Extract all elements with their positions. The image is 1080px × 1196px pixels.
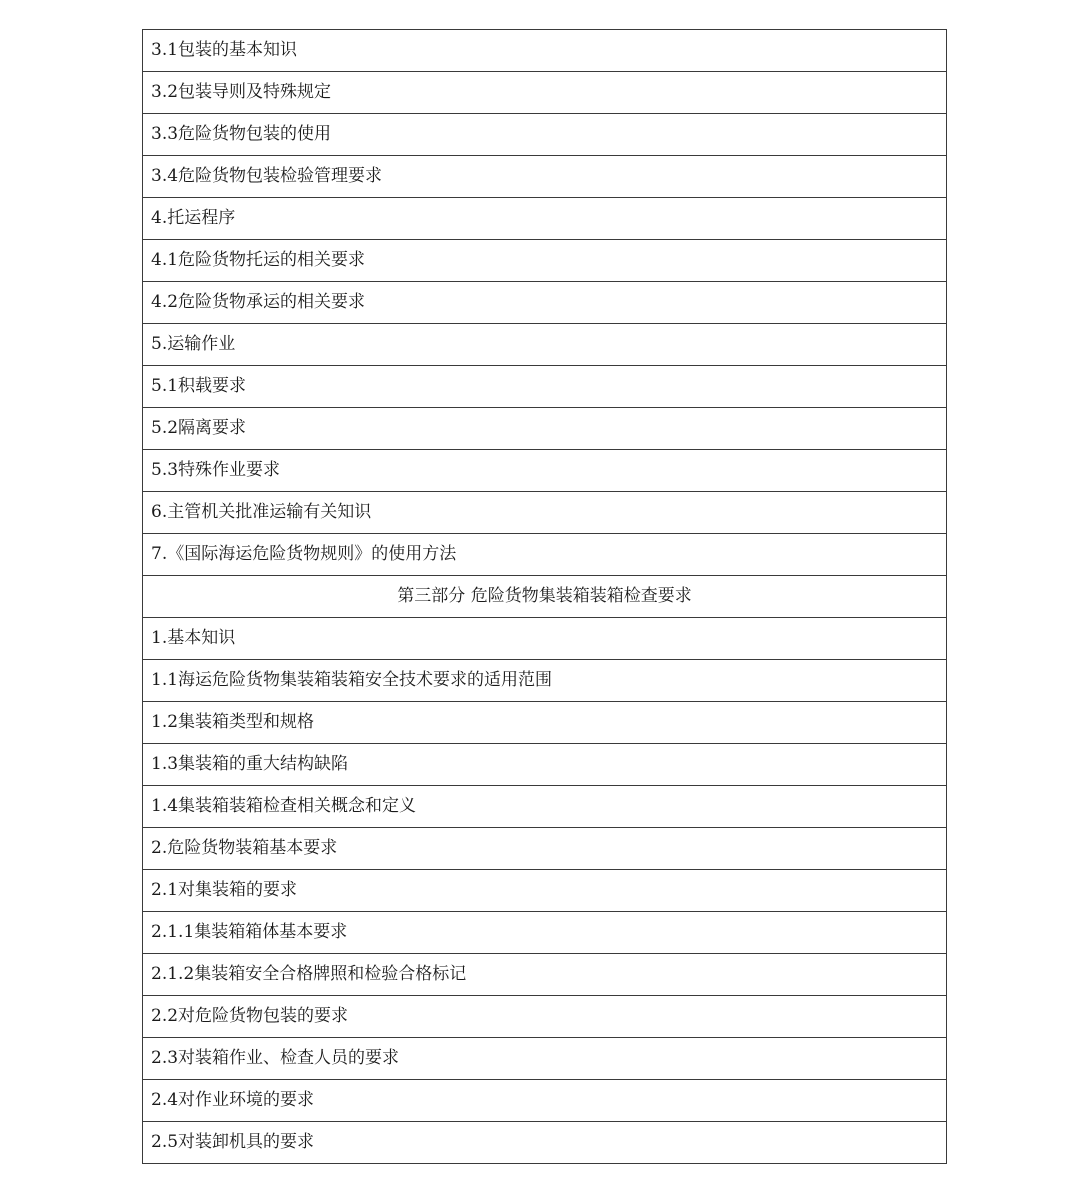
table-row — [143, 114, 947, 156]
table-cell: 7.《国际海运危险货物规则》的使用方法 — [143, 534, 947, 576]
table-row — [143, 870, 947, 912]
table-cell: 5.2隔离要求 — [143, 408, 947, 450]
table-cell: 5.运输作业 — [143, 324, 947, 366]
table-cell: 2.5对装卸机具的要求 — [143, 1122, 947, 1164]
table-cell: 1.1海运危险货物集装箱装箱安全技术要求的适用范围 — [143, 660, 947, 702]
table-cell: 4.2危险货物承运的相关要求 — [143, 282, 947, 324]
table-cell: 3.4危险货物包装检验管理要求 — [143, 156, 947, 198]
table-row — [143, 912, 947, 954]
table-cell: 2.1.1集装箱箱体基本要求 — [143, 912, 947, 954]
table-row — [143, 702, 947, 744]
table-row — [143, 1038, 947, 1080]
table-cell: 3.1包装的基本知识 — [143, 30, 947, 72]
table-row — [143, 534, 947, 576]
table-cell: 5.3特殊作业要求 — [143, 450, 947, 492]
table-row — [143, 282, 947, 324]
table-cell: 2.2对危险货物包装的要求 — [143, 996, 947, 1038]
table-row — [143, 786, 947, 828]
table-row — [143, 828, 947, 870]
table-row — [143, 408, 947, 450]
table-cell: 1.2集装箱类型和规格 — [143, 702, 947, 744]
table-cell: 1.基本知识 — [143, 618, 947, 660]
table-row — [143, 744, 947, 786]
table-row — [143, 954, 947, 996]
table-row — [143, 240, 947, 282]
table-row — [143, 30, 947, 72]
table-row — [143, 660, 947, 702]
table-cell: 3.3危险货物包装的使用 — [143, 114, 947, 156]
table-row — [143, 450, 947, 492]
table-cell: 2.1对集装箱的要求 — [143, 870, 947, 912]
table-row — [143, 324, 947, 366]
table-row — [143, 1080, 947, 1122]
table-cell: 4.1危险货物托运的相关要求 — [143, 240, 947, 282]
table-cell: 1.3集装箱的重大结构缺陷 — [143, 744, 947, 786]
table-cell: 2.4对作业环境的要求 — [143, 1080, 947, 1122]
table-row — [143, 366, 947, 408]
table-cell: 2.危险货物装箱基本要求 — [143, 828, 947, 870]
table-cell: 2.3对装箱作业、检查人员的要求 — [143, 1038, 947, 1080]
table-cell: 5.1积载要求 — [143, 366, 947, 408]
syllabus-table — [142, 29, 947, 1164]
table-cell: 6.主管机关批准运输有关知识 — [143, 492, 947, 534]
table-cell: 2.1.2集装箱安全合格牌照和检验合格标记 — [143, 954, 947, 996]
section-heading-cell: 第三部分 危险货物集装箱装箱检查要求 — [143, 576, 947, 618]
section-heading-row — [143, 576, 947, 618]
syllabus-table-body — [143, 30, 947, 1164]
table-row — [143, 996, 947, 1038]
table-row — [143, 72, 947, 114]
table-row — [143, 492, 947, 534]
table-row — [143, 156, 947, 198]
table-cell: 3.2包装导则及特殊规定 — [143, 72, 947, 114]
table-cell: 4.托运程序 — [143, 198, 947, 240]
table-cell: 1.4集装箱装箱检查相关概念和定义 — [143, 786, 947, 828]
table-row — [143, 618, 947, 660]
table-row — [143, 198, 947, 240]
table-row — [143, 1122, 947, 1164]
